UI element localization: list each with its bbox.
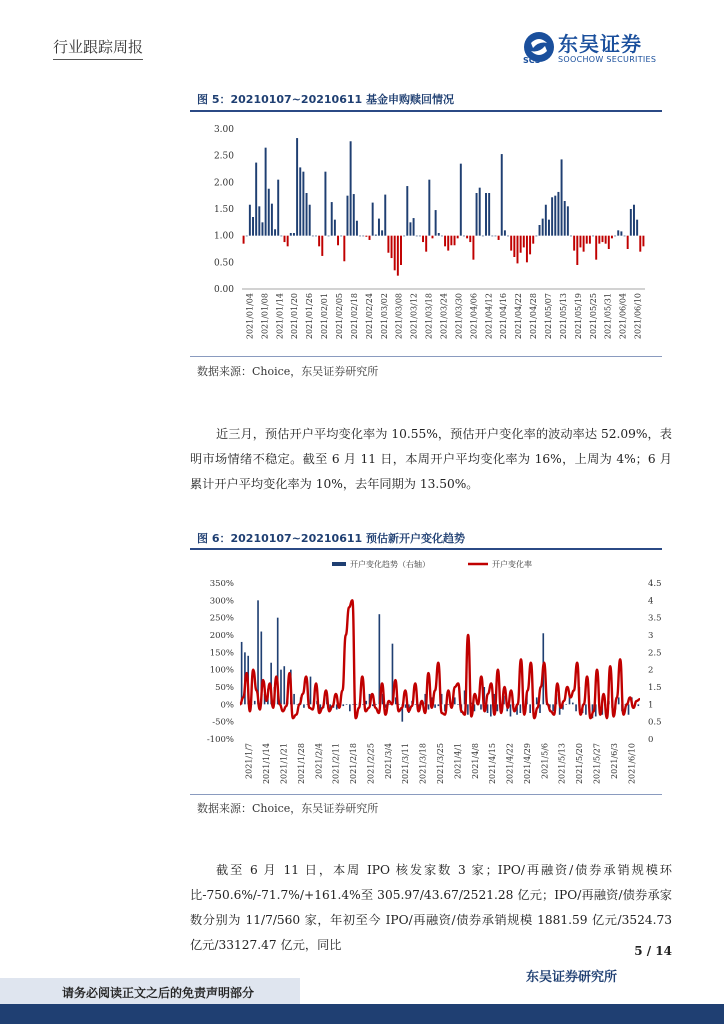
account-trend-bar <box>490 704 492 716</box>
fund-ratio-bar <box>268 189 270 236</box>
x-tick-label: 2021/2/4 <box>314 743 324 779</box>
fund-ratio-bar <box>479 188 481 236</box>
x-tick-label: 2021/1/21 <box>279 743 289 785</box>
fund-ratio-bar <box>551 197 553 235</box>
fund-ratio-bar <box>287 236 289 247</box>
x-tick-label: 2021/1/28 <box>296 743 306 785</box>
fund-ratio-bar <box>579 236 581 248</box>
fund-ratio-bar <box>642 236 644 247</box>
fund-ratio-bar <box>284 236 286 242</box>
x-tick-label: 2021/3/25 <box>436 743 445 785</box>
x-tick-label: 2021/03/02 <box>379 293 389 340</box>
fund-ratio-bar <box>337 236 339 246</box>
figure5-source: 数据来源：Choice，东吴证券研究所 <box>197 365 379 378</box>
x-tick-label: 2021/2/11 <box>331 743 341 785</box>
figure6-source: 数据来源：Choice，东吴证券研究所 <box>197 802 379 815</box>
fund-ratio-bar <box>450 236 452 246</box>
fund-ratio-bar <box>432 236 434 239</box>
fund-ratio-bar <box>381 230 383 235</box>
x-tick-label: 2021/04/16 <box>499 293 509 340</box>
right-tick-label: 4 <box>648 596 654 607</box>
fund-ratio-bar <box>359 236 361 237</box>
fund-ratio-bar <box>633 205 635 236</box>
fund-ratio-bar <box>328 236 330 237</box>
right-tick-label: 0.5 <box>648 717 662 728</box>
brand-name-cn: 东吴证券 <box>558 32 642 56</box>
fund-ratio-bar <box>406 186 408 236</box>
x-tick-label: 2021/05/25 <box>588 293 598 340</box>
fund-ratio-bar <box>362 236 364 237</box>
fund-ratio-bar <box>397 236 399 276</box>
fund-ratio-bar <box>346 196 348 236</box>
fund-ratio-bar <box>611 236 613 239</box>
fund-ratio-bar <box>630 209 632 236</box>
fund-ratio-bar <box>598 236 600 244</box>
fund-ratio-bar <box>504 230 506 235</box>
account-trend-bar <box>628 704 630 714</box>
x-tick-label: 2021/01/20 <box>290 293 300 340</box>
account-trend-bar <box>539 704 541 713</box>
legend-swatch-bars <box>332 562 346 566</box>
page-number: 5 / 14 <box>634 944 672 958</box>
x-tick-label: 2021/6/3 <box>609 743 619 779</box>
x-tick-label: 2021/06/10 <box>633 293 643 340</box>
fund-ratio-bar <box>369 236 371 240</box>
fund-ratio-bar <box>564 201 566 236</box>
account-trend-bar <box>241 642 243 704</box>
account-trend-bar <box>529 704 531 713</box>
x-tick-label: 2021/4/22 <box>505 743 515 785</box>
x-tick-label: 2021/06/04 <box>618 293 628 340</box>
right-tick-label: 1.5 <box>648 683 662 693</box>
x-tick-label: 2021/4/8 <box>470 743 480 779</box>
account-trend-bar <box>342 704 344 706</box>
fund-ratio-bar <box>586 236 588 244</box>
fund-ratio-bar <box>343 236 345 262</box>
fund-ratio-bar <box>425 236 427 252</box>
fund-ratio-bar <box>488 193 490 236</box>
x-tick-label: 2021/05/13 <box>558 293 568 340</box>
fund-ratio-bar <box>595 236 597 260</box>
paragraph-ipo-underwriting: 截至 6 月 11 日，本周 IPO 核发家数 3 家；IPO/再融资/债券承销规模环比-750.6%/-71.7%/+161.4%至 305.97/43.67/2521.28 亿元；IPO/再融资/债券承家数分别为 11/7/560 家，年初至今 IPO/再融资/债券承销规模 1881.59 亿元/3524.73 亿元/33127.47 亿元，同比 <box>190 863 672 952</box>
right-tick-label: 3 <box>648 631 654 641</box>
figure5-top-rule <box>190 110 662 112</box>
fund-ratio-bar <box>416 236 418 237</box>
x-tick-label: 2021/03/08 <box>394 293 404 340</box>
figure5-bottom-rule <box>190 356 662 357</box>
fund-ratio-bar <box>617 230 619 235</box>
y-tick-label: 1.00 <box>213 231 234 242</box>
fund-ratio-bar <box>463 236 465 237</box>
x-tick-label: 2021/5/6 <box>540 743 550 779</box>
fund-ratio-bar <box>583 236 585 252</box>
fund-ratio-bar <box>576 236 578 265</box>
footer-org: 东吴证券研究所 <box>526 970 618 985</box>
x-tick-label: 2021/5/20 <box>575 743 585 785</box>
fund-ratio-bar <box>350 141 352 235</box>
fund-ratio-bar <box>387 236 389 253</box>
fund-ratio-bar <box>255 163 257 236</box>
fund-ratio-bar <box>375 235 377 236</box>
fund-ratio-bar <box>485 193 487 236</box>
fund-ratio-bar <box>482 236 484 237</box>
account-trend-bar <box>283 666 285 704</box>
fund-ratio-bar <box>302 172 304 236</box>
fund-ratio-bar <box>309 205 311 236</box>
account-trend-bar <box>280 670 282 705</box>
brand-abbr: SCS <box>523 56 541 65</box>
account-trend-bar <box>254 701 256 704</box>
paragraph-account-change: 近三月，预估开户平均变化率为 10.55%，预估开户变化率的波动率达 52.09%，表明市场情绪不稳定。截至 6 月 11 日，本周开户平均变化率为 16%，上周为 4%；6 月累计开户平均变化率为 10%，去年同期为 13.50%。 <box>190 427 672 491</box>
fund-ratio-bar <box>271 204 273 236</box>
x-tick-label: 2021/2/25 <box>366 743 376 785</box>
account-trend-bar <box>467 704 469 714</box>
fund-ratio-bar <box>306 193 308 236</box>
fund-ratio-bar <box>384 195 386 236</box>
fund-ratio-bar <box>318 236 320 247</box>
fund-ratio-bar <box>532 236 534 244</box>
figure5-chart <box>190 115 662 355</box>
fund-ratio-bar <box>573 236 575 251</box>
fund-ratio-bar <box>365 236 367 237</box>
x-tick-label: 2021/4/15 <box>488 743 498 785</box>
fund-ratio-bar <box>498 236 500 240</box>
fund-ratio-bar <box>639 236 641 252</box>
fund-ratio-bar <box>624 236 626 237</box>
fund-ratio-bar <box>356 221 358 236</box>
fund-ratio-bar <box>324 172 326 236</box>
account-trend-bar <box>457 704 459 705</box>
fund-ratio-bar <box>413 218 415 236</box>
fund-ratio-bar <box>457 236 459 239</box>
account-change-rate-line <box>240 600 640 718</box>
x-tick-label: 2021/6/10 <box>627 743 637 785</box>
x-tick-label: 2021/4/29 <box>522 743 532 785</box>
account-trend-bar <box>257 600 259 704</box>
x-tick-label: 2021/01/08 <box>260 293 270 340</box>
account-trend-bar <box>438 704 440 706</box>
fund-ratio-bar <box>454 236 456 246</box>
figure6-top-rule <box>190 548 662 550</box>
fund-ratio-bar <box>469 236 471 242</box>
fund-ratio-bar <box>258 206 260 235</box>
y-tick-label: 2.50 <box>213 151 234 162</box>
account-trend-bar <box>575 704 577 711</box>
fund-ratio-bar <box>620 231 622 235</box>
legend-label-bars: 开户变化趋势（右轴） <box>350 560 430 569</box>
account-trend-bar <box>293 694 295 704</box>
disclaimer: 请务必阅读正文之后的免责声明部分 <box>62 986 255 1000</box>
x-tick-label: 2021/04/06 <box>469 293 479 340</box>
fund-ratio-bar <box>529 236 531 255</box>
account-trend-bar <box>520 704 522 713</box>
account-trend-bar <box>552 704 554 711</box>
x-tick-label: 2021/05/31 <box>603 293 613 340</box>
fund-ratio-bar <box>353 194 355 236</box>
x-tick-label: 2021/01/26 <box>305 293 315 340</box>
fund-ratio-bar <box>627 236 629 249</box>
y-tick-label: 3.00 <box>213 125 234 135</box>
x-tick-label: 2021/04/28 <box>529 293 539 340</box>
fund-ratio-bar <box>428 180 430 236</box>
x-tick-label: 2021/02/24 <box>364 293 374 340</box>
fund-ratio-bar <box>422 236 424 242</box>
fund-ratio-bar <box>372 203 374 236</box>
fund-ratio-bar <box>602 236 604 242</box>
x-tick-label: 2021/05/07 <box>543 293 553 340</box>
fund-ratio-bar <box>526 236 528 263</box>
x-tick-label: 2021/02/18 <box>349 293 359 340</box>
fund-ratio-bar <box>277 180 279 236</box>
fund-ratio-bar <box>293 233 295 236</box>
fund-ratio-bar <box>554 196 556 236</box>
x-tick-label: 2021/04/22 <box>514 293 524 340</box>
account-trend-bar <box>618 697 620 704</box>
fund-ratio-bar <box>520 236 522 253</box>
figure6-legend <box>332 559 532 569</box>
left-tick-label: 0% <box>220 700 234 711</box>
fund-ratio-bar <box>299 167 301 235</box>
fund-ratio-bar <box>290 233 292 236</box>
fund-ratio-bar <box>614 236 616 237</box>
right-tick-label: 2.5 <box>648 648 662 659</box>
account-trend-bar <box>415 704 417 705</box>
fund-ratio-bar <box>561 159 563 235</box>
right-tick-label: 3.5 <box>648 613 662 624</box>
fund-ratio-bar <box>252 217 254 236</box>
fund-ratio-bar <box>280 236 282 237</box>
x-tick-label: 2021/1/14 <box>262 743 272 785</box>
fund-ratio-bar <box>249 205 251 236</box>
account-trend-bar <box>434 704 436 707</box>
x-tick-label: 2021/5/27 <box>592 743 602 785</box>
right-tick-label: 1 <box>648 700 654 711</box>
figure6-title: 图 6：20210107~20210611 预估新开户变化趋势 <box>197 532 465 545</box>
fund-ratio-bar <box>517 236 519 264</box>
figure5-title: 图 5：20210107~20210611 基金申购赎回情况 <box>197 93 454 106</box>
x-tick-label: 2021/04/12 <box>484 293 494 340</box>
account-trend-bar <box>303 704 305 707</box>
x-tick-label: 2021/01/04 <box>245 293 255 340</box>
fund-ratio-bar <box>542 219 544 236</box>
x-tick-label: 2021/1/7 <box>244 743 254 779</box>
fund-ratio-bar <box>523 236 525 248</box>
right-tick-label: 2 <box>648 665 654 676</box>
fund-ratio-bar <box>391 236 393 258</box>
fund-ratio-bar <box>548 220 550 236</box>
left-tick-label: 350% <box>209 579 234 589</box>
left-tick-label: -50% <box>212 717 234 728</box>
fund-ratio-bar <box>592 236 594 237</box>
fund-ratio-bar <box>545 205 547 236</box>
fund-ratio-bar <box>340 236 342 237</box>
fund-ratio-bar <box>265 148 267 236</box>
left-tick-label: -100% <box>206 735 234 745</box>
account-trend-bar <box>638 704 640 706</box>
fund-ratio-bar <box>321 236 323 256</box>
account-trend-bar <box>349 704 351 711</box>
fund-ratio-bar <box>570 236 572 237</box>
fund-ratio-bar <box>447 236 449 251</box>
fund-ratio-bar <box>403 236 405 237</box>
fund-ratio-bar <box>315 236 317 237</box>
left-tick-label: 50% <box>215 683 234 693</box>
fund-ratio-bar <box>466 236 468 239</box>
y-tick-label: 1.50 <box>213 205 234 215</box>
report-type: 行业跟踪周报 <box>53 36 143 60</box>
fund-ratio-bar <box>636 220 638 236</box>
fund-ratio-bar <box>378 219 380 236</box>
y-tick-label: 0.00 <box>213 285 234 295</box>
y-tick-label: 0.50 <box>213 258 234 269</box>
x-tick-label: 2021/3/4 <box>383 743 393 779</box>
fund-ratio-bar <box>312 236 314 237</box>
x-tick-label: 2021/05/19 <box>573 293 583 340</box>
account-trend-bar <box>565 704 567 705</box>
legend-label-line: 开户变化率 <box>492 560 532 569</box>
fund-ratio-bar <box>444 236 446 247</box>
fund-ratio-bar <box>491 236 493 237</box>
fund-ratio-bar <box>476 193 478 236</box>
account-trend-bar <box>310 677 312 705</box>
x-tick-label: 2021/03/24 <box>439 293 449 340</box>
x-tick-label: 2021/2/18 <box>349 743 359 785</box>
footer-band-dark <box>0 1004 724 1024</box>
x-tick-label: 2021/02/01 <box>320 293 330 340</box>
fund-ratio-bar <box>334 220 336 236</box>
x-tick-label: 2021/5/13 <box>557 743 567 785</box>
fund-ratio-bar <box>261 222 263 235</box>
x-tick-label: 2021/03/30 <box>454 293 464 340</box>
account-trend-bar <box>480 704 482 709</box>
fund-ratio-bar <box>409 222 411 235</box>
account-trend-bar <box>536 697 538 704</box>
x-tick-label: 2021/03/12 <box>409 293 419 340</box>
left-tick-label: 150% <box>209 648 234 659</box>
fund-ratio-bar <box>441 236 443 237</box>
right-tick-label: 0 <box>648 735 654 745</box>
fund-ratio-bar <box>501 154 503 236</box>
left-tick-label: 250% <box>209 613 234 624</box>
fund-ratio-bar <box>608 236 610 249</box>
fund-ratio-bar <box>296 138 298 236</box>
fund-ratio-bar <box>589 236 591 244</box>
fund-ratio-bar <box>567 206 569 235</box>
fund-ratio-bar <box>557 192 559 236</box>
figure6-chart <box>190 553 662 793</box>
x-tick-label: 2021/3/18 <box>418 743 428 785</box>
x-tick-label: 2021/4/1 <box>453 743 463 779</box>
left-tick-label: 300% <box>209 596 234 607</box>
y-tick-label: 2.00 <box>213 178 234 189</box>
x-tick-label: 2021/02/05 <box>335 293 345 340</box>
account-trend-bar <box>585 704 587 714</box>
fund-ratio-bar <box>246 236 248 237</box>
fund-ratio-bar <box>438 233 440 236</box>
fund-ratio-bar <box>535 236 537 237</box>
right-tick-label: 4.5 <box>648 579 662 589</box>
account-trend-bar <box>346 704 348 705</box>
fund-ratio-bar <box>400 236 402 265</box>
fund-ratio-bar <box>394 236 396 271</box>
fund-ratio-bar <box>507 236 509 237</box>
fund-ratio-bar <box>435 210 437 236</box>
account-trend-bar <box>428 704 430 709</box>
brand-name-en: SOOCHOW SECURITIES <box>558 55 657 64</box>
account-trend-bar <box>572 703 574 705</box>
left-tick-label: 200% <box>209 631 234 641</box>
fund-ratio-bar <box>243 236 245 244</box>
account-trend-bar <box>510 704 512 716</box>
fund-ratio-bar <box>419 236 421 237</box>
x-tick-label: 2021/03/18 <box>424 293 434 340</box>
fund-ratio-bar <box>460 164 462 236</box>
x-tick-label: 2021/01/14 <box>275 293 285 340</box>
fund-ratio-bar <box>539 225 541 236</box>
fund-ratio-bar <box>510 236 512 251</box>
fund-ratio-bar <box>472 236 474 260</box>
x-tick-label: 2021/3/11 <box>401 743 411 785</box>
fund-ratio-bar <box>274 229 276 235</box>
fund-ratio-bar <box>513 236 515 257</box>
fund-ratio-bar <box>494 236 496 237</box>
left-tick-label: 100% <box>209 665 234 676</box>
fund-ratio-bar <box>605 236 607 244</box>
figure6-bottom-rule <box>190 794 662 795</box>
fund-ratio-bar <box>331 202 333 236</box>
